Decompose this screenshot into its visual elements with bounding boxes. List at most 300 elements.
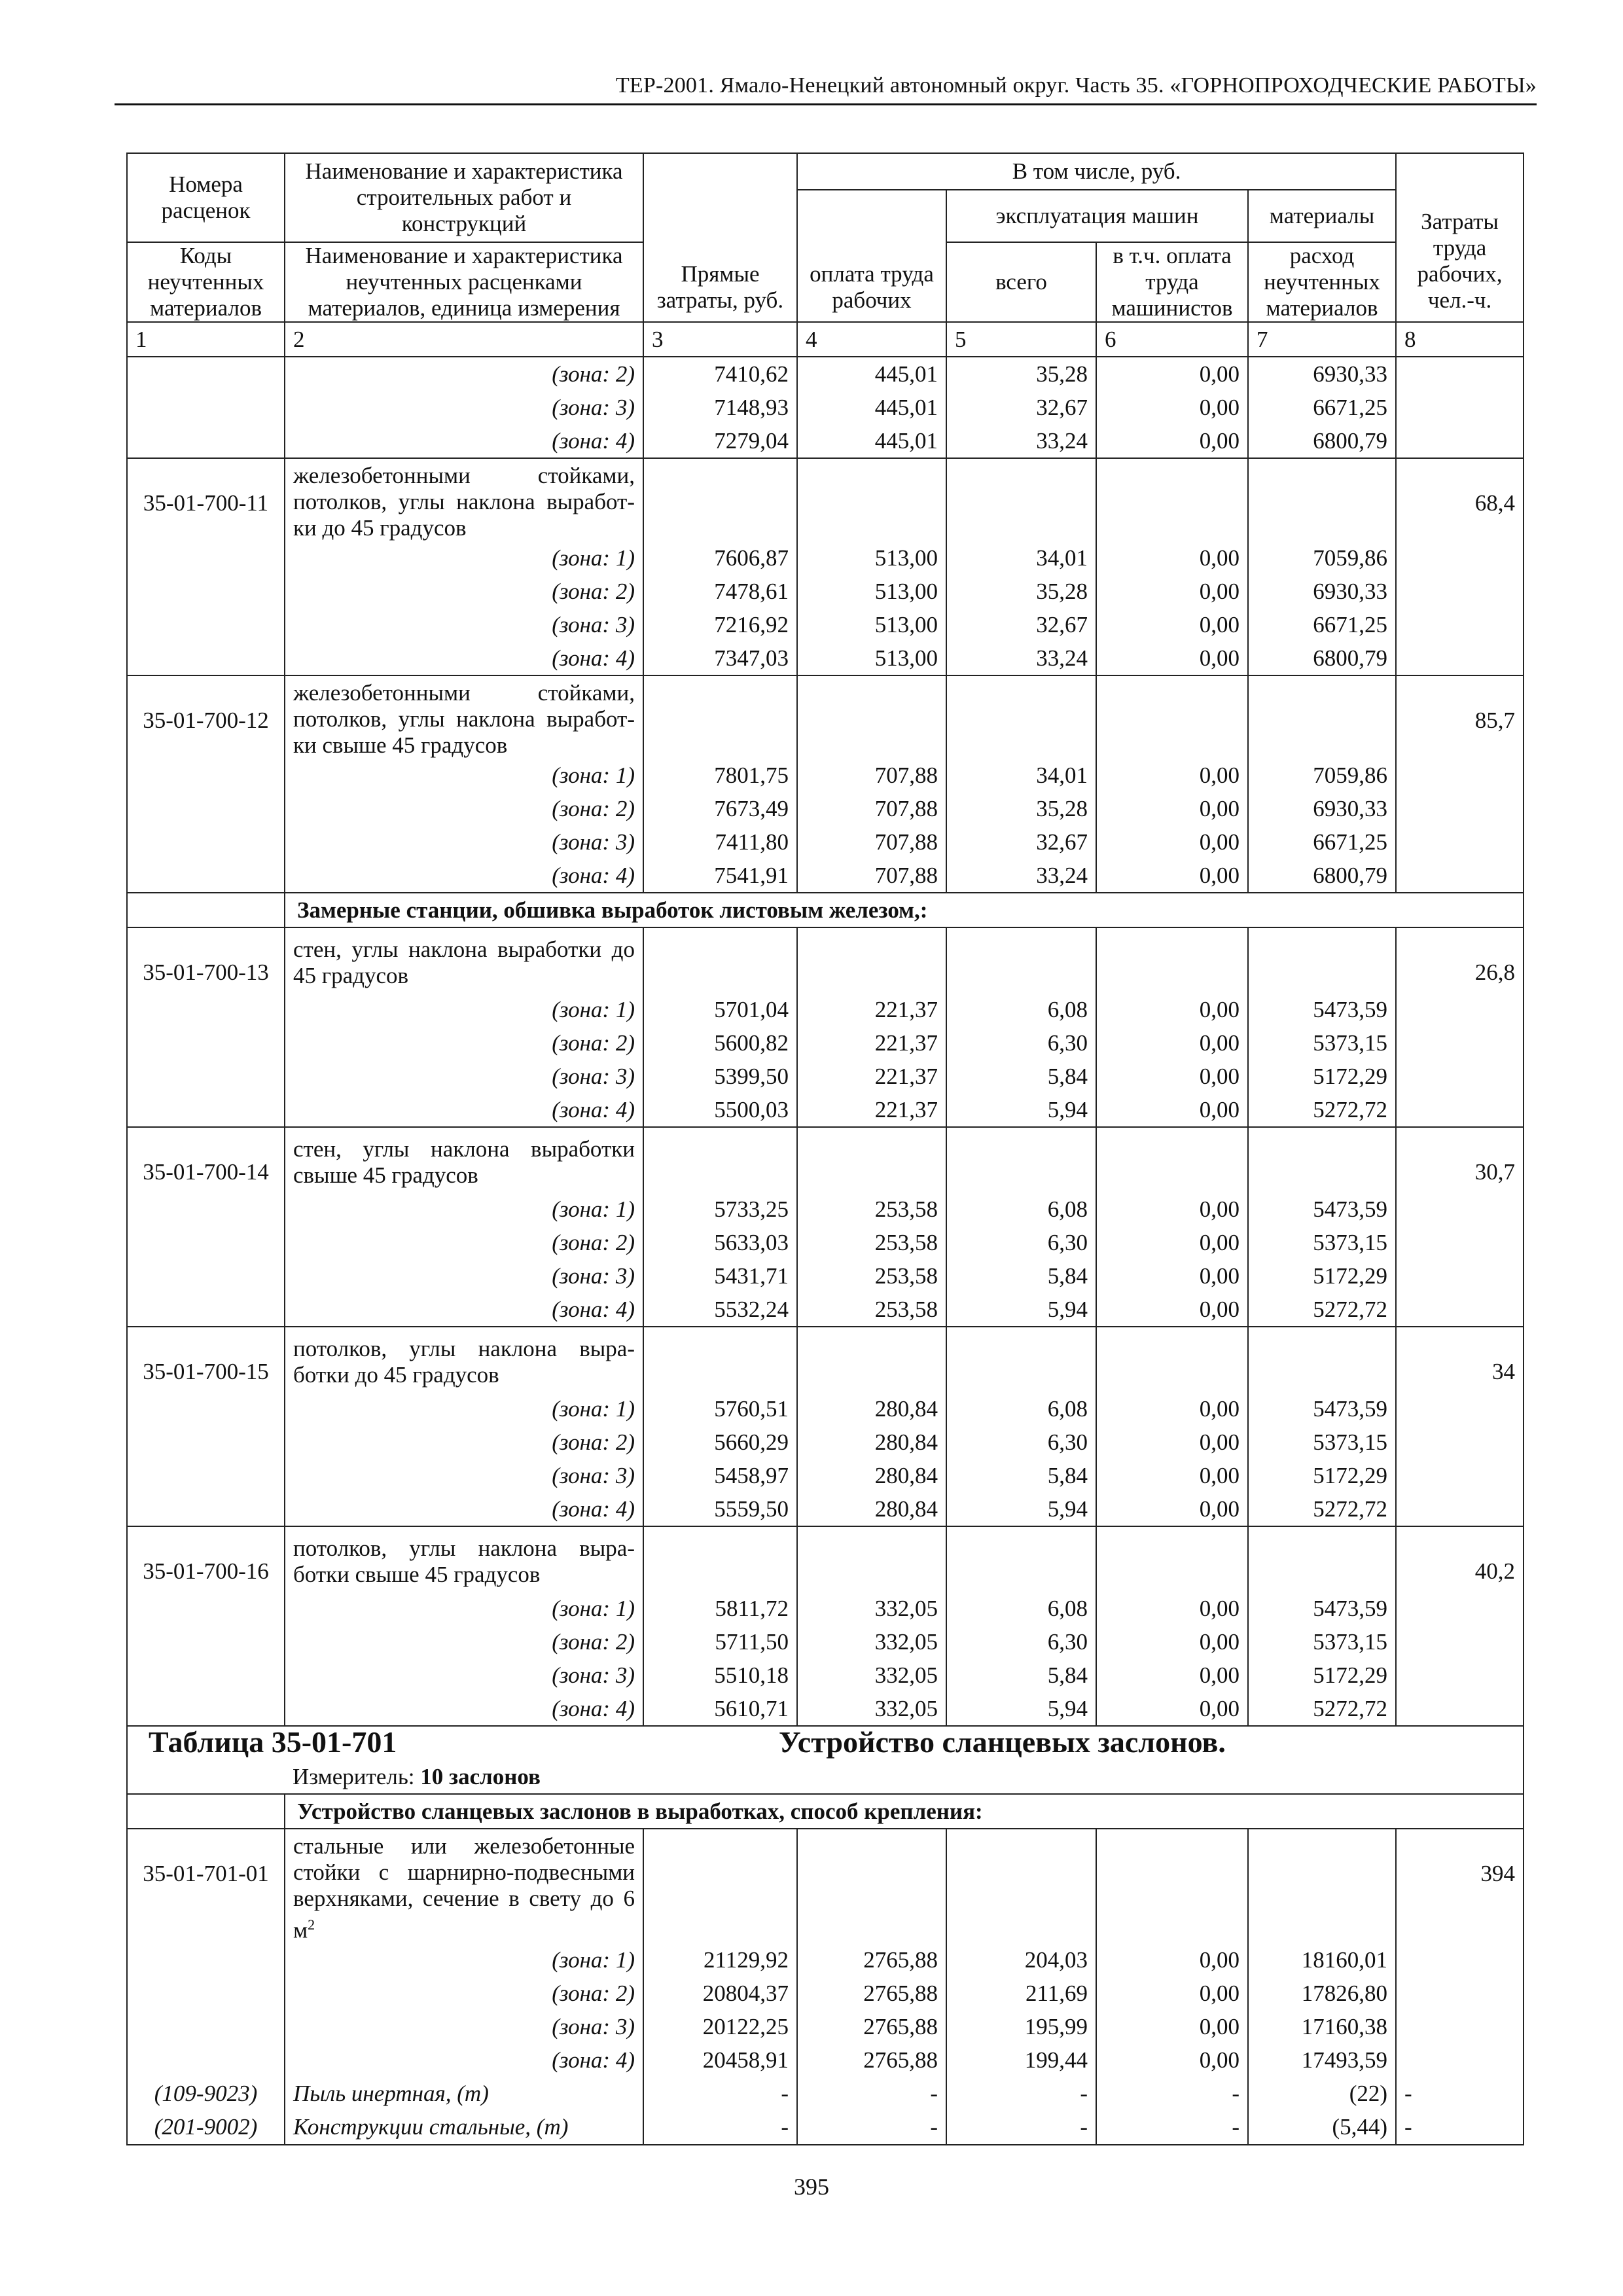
value-cell: 0,00 <box>1096 1692 1248 1726</box>
empty-cell <box>127 541 285 575</box>
value-cell: 0,00 <box>1096 1193 1248 1226</box>
col-num: 2 <box>285 322 643 357</box>
empty-cell <box>127 575 285 608</box>
table-row <box>127 357 1524 391</box>
empty-cell <box>1396 1459 1524 1492</box>
value-cell: 253,58 <box>797 1226 946 1259</box>
empty-cell <box>1396 859 1524 893</box>
empty-cell <box>1396 424 1524 458</box>
table-number: Таблица 35-01-701 <box>149 1725 397 1759</box>
labor-value: 34 <box>1396 1327 1524 1392</box>
empty-cell <box>127 1592 285 1625</box>
zone-label: (зона: 3) <box>285 2011 643 2044</box>
zone-label: (зона: 1) <box>285 1193 643 1226</box>
value-cell: 6930,33 <box>1248 575 1396 608</box>
value-cell: 6930,33 <box>1248 792 1396 825</box>
item-description <box>285 1327 643 1392</box>
value-cell: 20804,37 <box>643 1977 797 2011</box>
value-cell: 6,08 <box>946 1592 1096 1625</box>
zone-label: (зона: 2) <box>285 1426 643 1459</box>
col-name-title: Наименование и характеристика строительных работ и конструкций <box>285 153 643 242</box>
measure-cell <box>285 1760 1524 1794</box>
value-cell: 0,00 <box>1096 1093 1248 1127</box>
value-cell: 445,01 <box>797 424 946 458</box>
empty-cell <box>127 993 285 1026</box>
value-cell: 6671,25 <box>1248 608 1396 641</box>
value-cell: 5272,72 <box>1248 1692 1396 1726</box>
empty-cell <box>946 1127 1096 1193</box>
value-cell: 0,00 <box>1096 759 1248 792</box>
value-cell: 21129,92 <box>643 1944 797 1977</box>
value-cell: 0,00 <box>1096 1026 1248 1060</box>
col-machinist-wage: в т.ч. оплата труда машинистов <box>1096 242 1248 322</box>
value-cell: 221,37 <box>797 993 946 1026</box>
value-cell: 5272,72 <box>1248 1492 1396 1526</box>
empty-cell <box>1396 1426 1524 1459</box>
empty-cell <box>127 1293 285 1327</box>
col-num: 3 <box>643 322 797 357</box>
value-cell: 6800,79 <box>1248 859 1396 893</box>
empty-cell <box>946 675 1096 759</box>
table-header <box>127 153 1524 357</box>
table-row <box>127 1592 1524 1625</box>
zone-label: (зона: 3) <box>285 1659 643 1692</box>
value-cell: 0,00 <box>1096 1625 1248 1659</box>
item-code: 35-01-700-14 <box>127 1127 285 1193</box>
value-cell: 5600,82 <box>643 1026 797 1060</box>
empty-cell <box>1396 1944 1524 1977</box>
value-cell: - <box>643 2077 797 2111</box>
empty-cell <box>946 1829 1096 1944</box>
empty-cell <box>797 675 946 759</box>
item-description <box>285 927 643 993</box>
value-cell: 5373,15 <box>1248 1026 1396 1060</box>
item-row <box>127 927 1524 993</box>
zone-label: (зона: 2) <box>285 792 643 825</box>
empty-cell <box>797 1327 946 1392</box>
empty-cell <box>127 1426 285 1459</box>
empty-cell <box>127 1459 285 1492</box>
empty-cell <box>127 1060 285 1093</box>
empty-cell <box>643 1127 797 1193</box>
value-cell: 5559,50 <box>643 1492 797 1526</box>
empty-cell <box>1396 759 1524 792</box>
table-row <box>127 541 1524 575</box>
empty-cell <box>1396 993 1524 1026</box>
value-cell: 6800,79 <box>1248 641 1396 675</box>
item-description-text: железобетонными стойками, потолков, углы наклона выработ-ки свыше 45 градусов <box>293 680 635 758</box>
value-cell: 20122,25 <box>643 2011 797 2044</box>
value-cell: 0,00 <box>1096 792 1248 825</box>
table-row <box>127 792 1524 825</box>
table-row <box>127 575 1524 608</box>
table-row <box>127 759 1524 792</box>
empty-cell <box>1396 825 1524 859</box>
zone-label: (зона: 4) <box>285 1692 643 1726</box>
empty-cell <box>643 1327 797 1392</box>
value-cell: 5172,29 <box>1248 1259 1396 1293</box>
value-cell: 204,03 <box>946 1944 1096 1977</box>
value-cell: 6,08 <box>946 1193 1096 1226</box>
value-cell: 5399,50 <box>643 1060 797 1093</box>
empty-cell <box>1096 1526 1248 1592</box>
item-row <box>127 1829 1524 1944</box>
empty-cell <box>127 1226 285 1259</box>
col-direct-title: Прямые затраты, руб. <box>643 153 797 322</box>
item-row <box>127 1127 1524 1193</box>
col-wage-title: оплата труда рабочих <box>797 190 946 322</box>
value-cell: 35,28 <box>946 575 1096 608</box>
value-cell: 5532,24 <box>643 1293 797 1327</box>
value-cell: 0,00 <box>1096 608 1248 641</box>
value-cell: 6,30 <box>946 1625 1096 1659</box>
labor-value: 85,7 <box>1396 675 1524 759</box>
value-cell: 707,88 <box>797 825 946 859</box>
section-title: Замерные станции, обшивка выработок листовым железом,: <box>285 893 1524 927</box>
item-description-text: железобетонными стойками, потолков, углы наклона выработ-ки до 45 градусов <box>293 463 635 541</box>
value-cell: 445,01 <box>797 357 946 391</box>
empty-cell <box>1396 1193 1524 1226</box>
value-cell: 6,30 <box>946 1426 1096 1459</box>
item-code: 35-01-700-16 <box>127 1526 285 1592</box>
col-num: 1 <box>127 322 285 357</box>
value-cell: 0,00 <box>1096 1492 1248 1526</box>
item-row <box>127 458 1524 541</box>
value-cell: (5,44) <box>1248 2111 1396 2145</box>
value-cell: 35,28 <box>946 357 1096 391</box>
table-row <box>127 1259 1524 1293</box>
resource-code: (201-9002) <box>127 2111 285 2145</box>
item-code: 35-01-700-12 <box>127 675 285 759</box>
empty-cell <box>127 1760 285 1794</box>
value-cell: 280,84 <box>797 1492 946 1526</box>
empty-cell <box>1396 1592 1524 1625</box>
value-cell: 7411,80 <box>643 825 797 859</box>
value-cell: 513,00 <box>797 608 946 641</box>
price-table <box>126 152 1524 2145</box>
item-description-text: потолков, углы наклона выра-ботки до 45 градусов <box>293 1335 635 1388</box>
empty-cell <box>1096 1327 1248 1392</box>
value-cell: 0,00 <box>1096 2011 1248 2044</box>
value-cell: 5,94 <box>946 1293 1096 1327</box>
value-cell: 0,00 <box>1096 993 1248 1026</box>
zone-label: (зона: 4) <box>285 1293 643 1327</box>
empty-cell <box>127 641 285 675</box>
empty-cell <box>797 1526 946 1592</box>
value-cell: 0,00 <box>1096 1592 1248 1625</box>
value-cell: 221,37 <box>797 1093 946 1127</box>
value-cell: 7410,62 <box>643 357 797 391</box>
table-row <box>127 2044 1524 2077</box>
zone-label: (зона: 1) <box>285 541 643 575</box>
empty-cell <box>127 825 285 859</box>
empty-cell <box>127 1692 285 1726</box>
value-cell: 707,88 <box>797 759 946 792</box>
value-cell: 5,94 <box>946 1692 1096 1726</box>
value-cell: 5,94 <box>946 1093 1096 1127</box>
empty-cell <box>946 927 1096 993</box>
zone-label: (зона: 2) <box>285 1625 643 1659</box>
value-cell: 211,69 <box>946 1977 1096 2011</box>
value-cell: 5431,71 <box>643 1259 797 1293</box>
table-row <box>127 1392 1524 1426</box>
value-cell: 0,00 <box>1096 357 1248 391</box>
measure-row <box>127 1760 1524 1794</box>
empty-cell <box>127 2011 285 2044</box>
value-cell: 2765,88 <box>797 1977 946 2011</box>
col-incl-title: В том числе, руб. <box>797 153 1396 190</box>
value-cell: 6930,33 <box>1248 357 1396 391</box>
table-row <box>127 424 1524 458</box>
table-title-row <box>127 1726 1524 1760</box>
col-code-sub: Коды неучтенных материалов <box>127 242 285 322</box>
empty-cell <box>1248 458 1396 541</box>
value-cell: 0,00 <box>1096 1259 1248 1293</box>
empty-cell <box>127 1625 285 1659</box>
value-cell: 2765,88 <box>797 2011 946 2044</box>
value-cell: 2765,88 <box>797 2044 946 2077</box>
empty-cell <box>1248 1127 1396 1193</box>
value-cell: 445,01 <box>797 391 946 424</box>
zone-label: (зона: 3) <box>285 608 643 641</box>
empty-cell <box>1396 1293 1524 1327</box>
empty-cell <box>1248 1327 1396 1392</box>
value-cell: 0,00 <box>1096 1060 1248 1093</box>
value-cell: 332,05 <box>797 1692 946 1726</box>
value-cell: 5172,29 <box>1248 1659 1396 1692</box>
page-number: 395 <box>794 2174 829 2200</box>
empty-cell <box>127 1944 285 1977</box>
table-row <box>127 1944 1524 1977</box>
zone-label: (зона: 4) <box>285 859 643 893</box>
empty-cell <box>127 1093 285 1127</box>
value-cell: 7216,92 <box>643 608 797 641</box>
value-cell: 7347,03 <box>643 641 797 675</box>
item-code: 35-01-700-13 <box>127 927 285 993</box>
empty-cell <box>1096 1127 1248 1193</box>
zone-label: (зона: 1) <box>285 759 643 792</box>
value-cell: 332,05 <box>797 1625 946 1659</box>
value-cell: - <box>797 2077 946 2111</box>
value-cell: 7478,61 <box>643 575 797 608</box>
section-row <box>127 1794 1524 1829</box>
value-cell: 6,08 <box>946 993 1096 1026</box>
table-row <box>127 1692 1524 1726</box>
value-cell: 5473,59 <box>1248 1392 1396 1426</box>
zone-label: (зона: 4) <box>285 1093 643 1127</box>
value-cell: 221,37 <box>797 1026 946 1060</box>
value-cell: 0,00 <box>1096 1944 1248 1977</box>
value-cell: 17493,59 <box>1248 2044 1396 2077</box>
value-cell: 34,01 <box>946 541 1096 575</box>
value-cell: 5373,15 <box>1248 1625 1396 1659</box>
zone-label: (зона: 1) <box>285 1944 643 1977</box>
empty-cell <box>127 893 285 927</box>
zone-label: (зона: 1) <box>285 1392 643 1426</box>
table-row <box>127 391 1524 424</box>
value-cell: 7279,04 <box>643 424 797 458</box>
value-cell: 253,58 <box>797 1293 946 1327</box>
value-cell: 6,08 <box>946 1392 1096 1426</box>
value-cell: - <box>1096 2111 1248 2145</box>
section-title: Устройство сланцевых заслонов в выработках, способ крепления: <box>285 1794 1524 1829</box>
value-cell: 6800,79 <box>1248 424 1396 458</box>
value-cell: 20458,91 <box>643 2044 797 2077</box>
item-description <box>285 1829 643 1944</box>
value-cell: 5473,59 <box>1248 1592 1396 1625</box>
value-cell: (22) <box>1248 2077 1396 2111</box>
empty-cell <box>127 608 285 641</box>
value-cell: 221,37 <box>797 1060 946 1093</box>
value-cell: 6,30 <box>946 1226 1096 1259</box>
value-cell: 5500,03 <box>643 1093 797 1127</box>
empty-cell <box>1248 1829 1396 1944</box>
empty-cell <box>643 1526 797 1592</box>
measure-label: Измеритель: <box>293 1763 415 1789</box>
table-row <box>127 2011 1524 2044</box>
table-row <box>127 1293 1524 1327</box>
empty-cell <box>797 1829 946 1944</box>
resource-name: Конструкции стальные, (т) <box>285 2111 643 2145</box>
empty-cell <box>643 675 797 759</box>
empty-cell <box>797 458 946 541</box>
measure-value: 10 заслонов <box>420 1763 541 1789</box>
table-row <box>127 993 1524 1026</box>
zone-label: (зона: 4) <box>285 2044 643 2077</box>
table-row <box>127 1492 1524 1526</box>
empty-cell <box>1396 1659 1524 1692</box>
col-materials-title: материалы <box>1248 190 1396 242</box>
value-cell: 17160,38 <box>1248 2011 1396 2044</box>
zone-label: (зона: 2) <box>285 1026 643 1060</box>
value-cell: 0,00 <box>1096 641 1248 675</box>
table-title-cell <box>127 1726 1524 1760</box>
empty-cell <box>1396 1692 1524 1726</box>
table-row <box>127 1093 1524 1127</box>
item-description <box>285 1127 643 1193</box>
value-cell: 0,00 <box>1096 1659 1248 1692</box>
value-cell: 5610,71 <box>643 1692 797 1726</box>
item-code: 35-01-700-15 <box>127 1327 285 1392</box>
value-cell: 5633,03 <box>643 1226 797 1259</box>
value-cell: 5,84 <box>946 1659 1096 1692</box>
table-body <box>127 357 1524 2145</box>
value-cell: 33,24 <box>946 859 1096 893</box>
zone-label: (зона: 1) <box>285 993 643 1026</box>
col-material-use: расход неучтенных материалов <box>1248 242 1396 322</box>
value-cell: - <box>946 2077 1096 2111</box>
empty-cell <box>1396 2011 1524 2044</box>
value-cell: 0,00 <box>1096 1226 1248 1259</box>
empty-cell <box>1248 927 1396 993</box>
value-cell: 5272,72 <box>1248 1293 1396 1327</box>
table-row <box>127 1226 1524 1259</box>
empty-cell <box>1248 1526 1396 1592</box>
item-description <box>285 675 643 759</box>
value-cell: 5373,15 <box>1248 1226 1396 1259</box>
empty-cell <box>1396 357 1524 391</box>
value-cell: 5,94 <box>946 1492 1096 1526</box>
resource-row <box>127 2111 1524 2145</box>
empty-cell <box>1396 1026 1524 1060</box>
value-cell: 0,00 <box>1096 1977 1248 2011</box>
empty-cell <box>127 1026 285 1060</box>
table-row <box>127 1426 1524 1459</box>
value-cell: 513,00 <box>797 575 946 608</box>
table-row <box>127 1977 1524 2011</box>
empty-cell <box>127 2044 285 2077</box>
empty-cell <box>643 1829 797 1944</box>
empty-cell <box>643 927 797 993</box>
empty-cell <box>1396 1625 1524 1659</box>
table-row <box>127 1625 1524 1659</box>
value-cell: 5510,18 <box>643 1659 797 1692</box>
value-cell: 7801,75 <box>643 759 797 792</box>
value-cell: - <box>1396 2077 1524 2111</box>
value-cell: 6,30 <box>946 1026 1096 1060</box>
value-cell: 0,00 <box>1096 424 1248 458</box>
value-cell: 280,84 <box>797 1426 946 1459</box>
empty-cell <box>1396 1392 1524 1426</box>
item-row <box>127 1526 1524 1592</box>
zone-label: (зона: 4) <box>285 1492 643 1526</box>
empty-cell <box>946 1327 1096 1392</box>
empty-cell <box>1096 927 1248 993</box>
empty-cell <box>127 391 285 424</box>
item-description-text: потолков, углы наклона выра-ботки свыше 45 градусов <box>293 1535 635 1587</box>
table-row <box>127 641 1524 675</box>
value-cell: 34,01 <box>946 759 1096 792</box>
value-cell: 5811,72 <box>643 1592 797 1625</box>
value-cell: 0,00 <box>1096 541 1248 575</box>
empty-cell <box>127 424 285 458</box>
item-description-text: стальные или железобетонные стойки с шарнирно-подвесными верхняками, сечение в свету до 6 м <box>293 1833 635 1943</box>
zone-label: (зона: 2) <box>285 575 643 608</box>
col-name-sub: Наименование и характеристика неучтенных расценками материалов, единица измерения <box>285 242 643 322</box>
superscript: 2 <box>308 1916 315 1933</box>
value-cell: 5373,15 <box>1248 1426 1396 1459</box>
value-cell: 5660,29 <box>643 1426 797 1459</box>
empty-cell <box>1396 1060 1524 1093</box>
empty-cell <box>1396 541 1524 575</box>
value-cell: 5172,29 <box>1248 1459 1396 1492</box>
value-cell: 18160,01 <box>1248 1944 1396 1977</box>
value-cell: 0,00 <box>1096 1426 1248 1459</box>
col-num: 7 <box>1248 322 1396 357</box>
value-cell: 5711,50 <box>643 1625 797 1659</box>
item-code: 35-01-701-01 <box>127 1829 285 1944</box>
value-cell: 0,00 <box>1096 1293 1248 1327</box>
value-cell: 0,00 <box>1096 2044 1248 2077</box>
zone-label: (зона: 4) <box>285 424 643 458</box>
value-cell: 5733,25 <box>643 1193 797 1226</box>
empty-cell <box>127 1977 285 2011</box>
value-cell: 0,00 <box>1096 575 1248 608</box>
empty-cell <box>946 458 1096 541</box>
resource-code: (109-9023) <box>127 2077 285 2111</box>
value-cell: 32,67 <box>946 391 1096 424</box>
value-cell: 6671,25 <box>1248 391 1396 424</box>
value-cell: 33,24 <box>946 641 1096 675</box>
empty-cell <box>946 1526 1096 1592</box>
value-cell: 199,44 <box>946 2044 1096 2077</box>
zone-label: (зона: 2) <box>285 1226 643 1259</box>
value-cell: 5473,59 <box>1248 993 1396 1026</box>
value-cell: 0,00 <box>1096 1459 1248 1492</box>
value-cell: 0,00 <box>1096 825 1248 859</box>
empty-cell <box>127 759 285 792</box>
resource-row <box>127 2077 1524 2111</box>
